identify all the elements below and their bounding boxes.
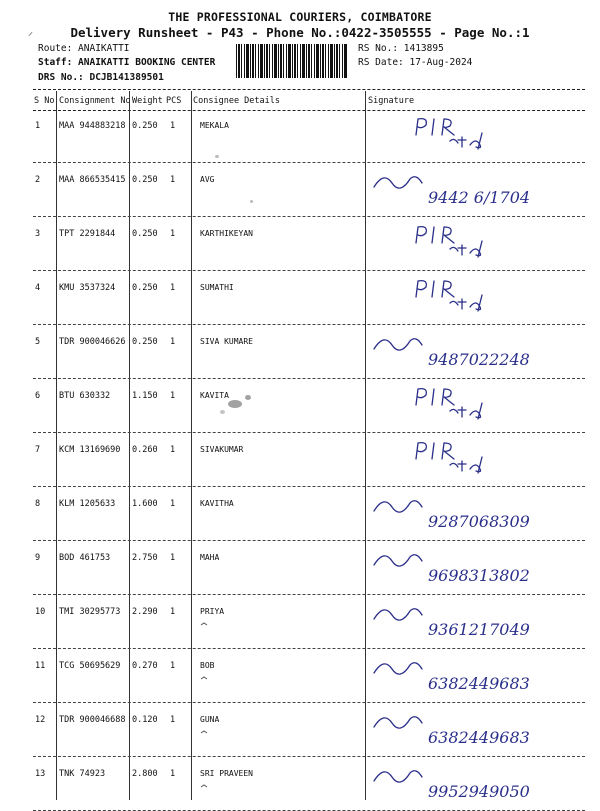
col-header-signature: Signature	[368, 96, 415, 106]
signature-text: 6382449683	[428, 728, 530, 747]
row-consignee: MEKALA	[200, 121, 229, 130]
row-weight: 0.250	[132, 121, 158, 131]
col-header-consignee: Consignee Details	[193, 96, 280, 106]
rs-date: RS Date: 17-Aug-2024	[358, 57, 473, 68]
row-consignee: GUNA	[200, 715, 220, 724]
row-sno: 2	[35, 175, 41, 185]
row-consignment-no: KMU 3537324	[59, 283, 116, 293]
company-title: THE PROFESSIONAL COURIERS, COIMBATORE	[168, 10, 432, 24]
staff-label: Staff: ANAIKATTI BOOKING CENTER	[38, 57, 216, 68]
row-signature	[370, 655, 570, 701]
row-sno: 9	[35, 553, 41, 563]
col-header-weight: Weight	[132, 96, 163, 106]
signature-text: 9442 6/1704	[428, 188, 531, 207]
row-consignment-no: MAA 944883218	[59, 121, 126, 131]
column-divider	[365, 91, 366, 800]
row-consignment-no: MAA 866535415	[59, 175, 126, 185]
column-divider	[191, 91, 192, 800]
row-signature	[410, 385, 500, 431]
row-consignee: KARTHIKEYAN	[200, 229, 253, 238]
row-signature	[370, 601, 570, 647]
row-separator	[33, 486, 585, 487]
row-weight: 0.250	[132, 175, 158, 185]
row-pcs: 1	[170, 175, 176, 185]
row-weight: 2.800	[132, 769, 158, 779]
tick-mark	[200, 675, 208, 681]
row-sno: 7	[35, 445, 41, 455]
row-sno: 10	[35, 607, 46, 617]
row-consignee: KAVITA	[200, 391, 229, 400]
tick-mark	[200, 621, 208, 627]
row-weight: 0.270	[132, 661, 158, 671]
row-separator	[33, 270, 585, 271]
column-divider	[56, 91, 57, 800]
row-sno: 5	[35, 337, 41, 347]
row-weight: 0.250	[132, 337, 158, 347]
row-weight: 1.150	[132, 391, 158, 401]
ink-smudge	[220, 410, 225, 414]
row-consignee: KAVITHA	[200, 499, 234, 508]
row-consignment-no: TNK 74923	[59, 769, 106, 779]
row-sno: 8	[35, 499, 41, 509]
row-sno: 3	[35, 229, 41, 239]
row-signature	[410, 223, 500, 269]
row-pcs: 1	[170, 769, 176, 779]
ink-smudge	[215, 155, 219, 158]
row-signature	[370, 763, 570, 809]
row-consignment-no: TPT 2291844	[59, 229, 116, 239]
row-consignee: BOB	[200, 661, 215, 670]
runsheet-title: Delivery Runsheet - P43 - Phone No.:0422-3505555 - Page No.:1	[70, 25, 530, 40]
drs-number: DRS No.: DCJB141389501	[38, 72, 164, 83]
row-pcs: 1	[170, 337, 176, 347]
ink-smudge	[250, 200, 253, 203]
row-sno: 12	[35, 715, 46, 725]
row-weight: 0.250	[132, 283, 158, 293]
row-signature	[370, 709, 570, 755]
row-consignee: SIVAKUMAR	[200, 445, 244, 454]
row-weight: 2.290	[132, 607, 158, 617]
row-signature	[410, 277, 500, 323]
row-separator	[33, 648, 585, 649]
row-pcs: 1	[170, 391, 176, 401]
row-consignee: MAHA	[200, 553, 220, 562]
col-header-sno: S No	[34, 96, 55, 106]
row-weight: 0.120	[132, 715, 158, 725]
row-consignee: SRI PRAVEEN	[200, 769, 253, 778]
row-signature	[370, 331, 570, 377]
row-sno: 11	[35, 661, 46, 671]
row-weight: 0.250	[132, 229, 158, 239]
row-separator	[33, 540, 585, 541]
row-consignee: AVG	[200, 175, 215, 184]
row-consignee: SUMATHI	[200, 283, 234, 292]
row-pcs: 1	[170, 445, 176, 455]
header-top-rule	[33, 89, 585, 90]
row-pcs: 1	[170, 607, 176, 617]
row-sno: 13	[35, 769, 46, 779]
row-signature	[370, 547, 570, 593]
row-separator	[33, 324, 585, 325]
row-weight: 2.750	[132, 553, 158, 563]
col-header-consignment: Consignment No	[59, 96, 131, 106]
row-pcs: 1	[170, 661, 176, 671]
row-separator	[33, 216, 585, 217]
signature-text: 9952949050	[428, 782, 530, 801]
row-pcs: 1	[170, 499, 176, 509]
signature-text: 9287068309	[428, 512, 530, 531]
row-sno: 1	[35, 121, 41, 131]
row-signature	[370, 493, 570, 539]
row-consignment-no: KCM 13169690	[59, 445, 121, 455]
tick-mark	[200, 729, 208, 735]
col-header-pcs: PCS	[166, 96, 182, 106]
row-signature	[410, 439, 500, 485]
ink-smudge	[245, 395, 251, 400]
route-label: Route: ANAIKATTI	[38, 43, 130, 54]
row-separator	[33, 378, 585, 379]
row-consignment-no: KLM 1205633	[59, 499, 116, 509]
row-separator	[33, 162, 585, 163]
signature-text: 9361217049	[428, 620, 530, 639]
row-separator	[33, 702, 585, 703]
row-pcs: 1	[170, 229, 176, 239]
row-pcs: 1	[170, 121, 176, 131]
row-signature	[370, 169, 570, 215]
row-signature	[410, 115, 500, 161]
signature-text: 6382449683	[428, 674, 530, 693]
row-separator	[33, 756, 585, 757]
row-weight: 0.260	[132, 445, 158, 455]
row-sno: 6	[35, 391, 41, 401]
header-bottom-rule	[33, 110, 585, 111]
corner-ink-mark: ⸝	[28, 27, 33, 38]
rs-number: RS No.: 1413895	[358, 43, 444, 54]
row-sno: 4	[35, 283, 41, 293]
row-pcs: 1	[170, 715, 176, 725]
row-consignment-no: TCG 50695629	[59, 661, 121, 671]
row-consignment-no: TDR 900046688	[59, 715, 126, 725]
row-consignment-no: TDR 900046626	[59, 337, 126, 347]
row-pcs: 1	[170, 283, 176, 293]
row-separator	[33, 432, 585, 433]
row-consignment-no: BOD 461753	[59, 553, 111, 563]
row-separator	[33, 594, 585, 595]
row-consignment-no: TMI 30295773	[59, 607, 121, 617]
barcode	[236, 44, 348, 78]
row-consignment-no: BTU 630332	[59, 391, 111, 401]
row-pcs: 1	[170, 553, 176, 563]
signature-text: 9487022248	[428, 350, 530, 369]
row-weight: 1.600	[132, 499, 158, 509]
signature-text: 9698313802	[428, 566, 530, 585]
tick-mark	[200, 783, 208, 789]
ink-smudge	[228, 400, 242, 408]
row-consignee: SIVA KUMARE	[200, 337, 253, 346]
column-divider	[129, 91, 130, 800]
row-consignee: PRIYA	[200, 607, 225, 616]
